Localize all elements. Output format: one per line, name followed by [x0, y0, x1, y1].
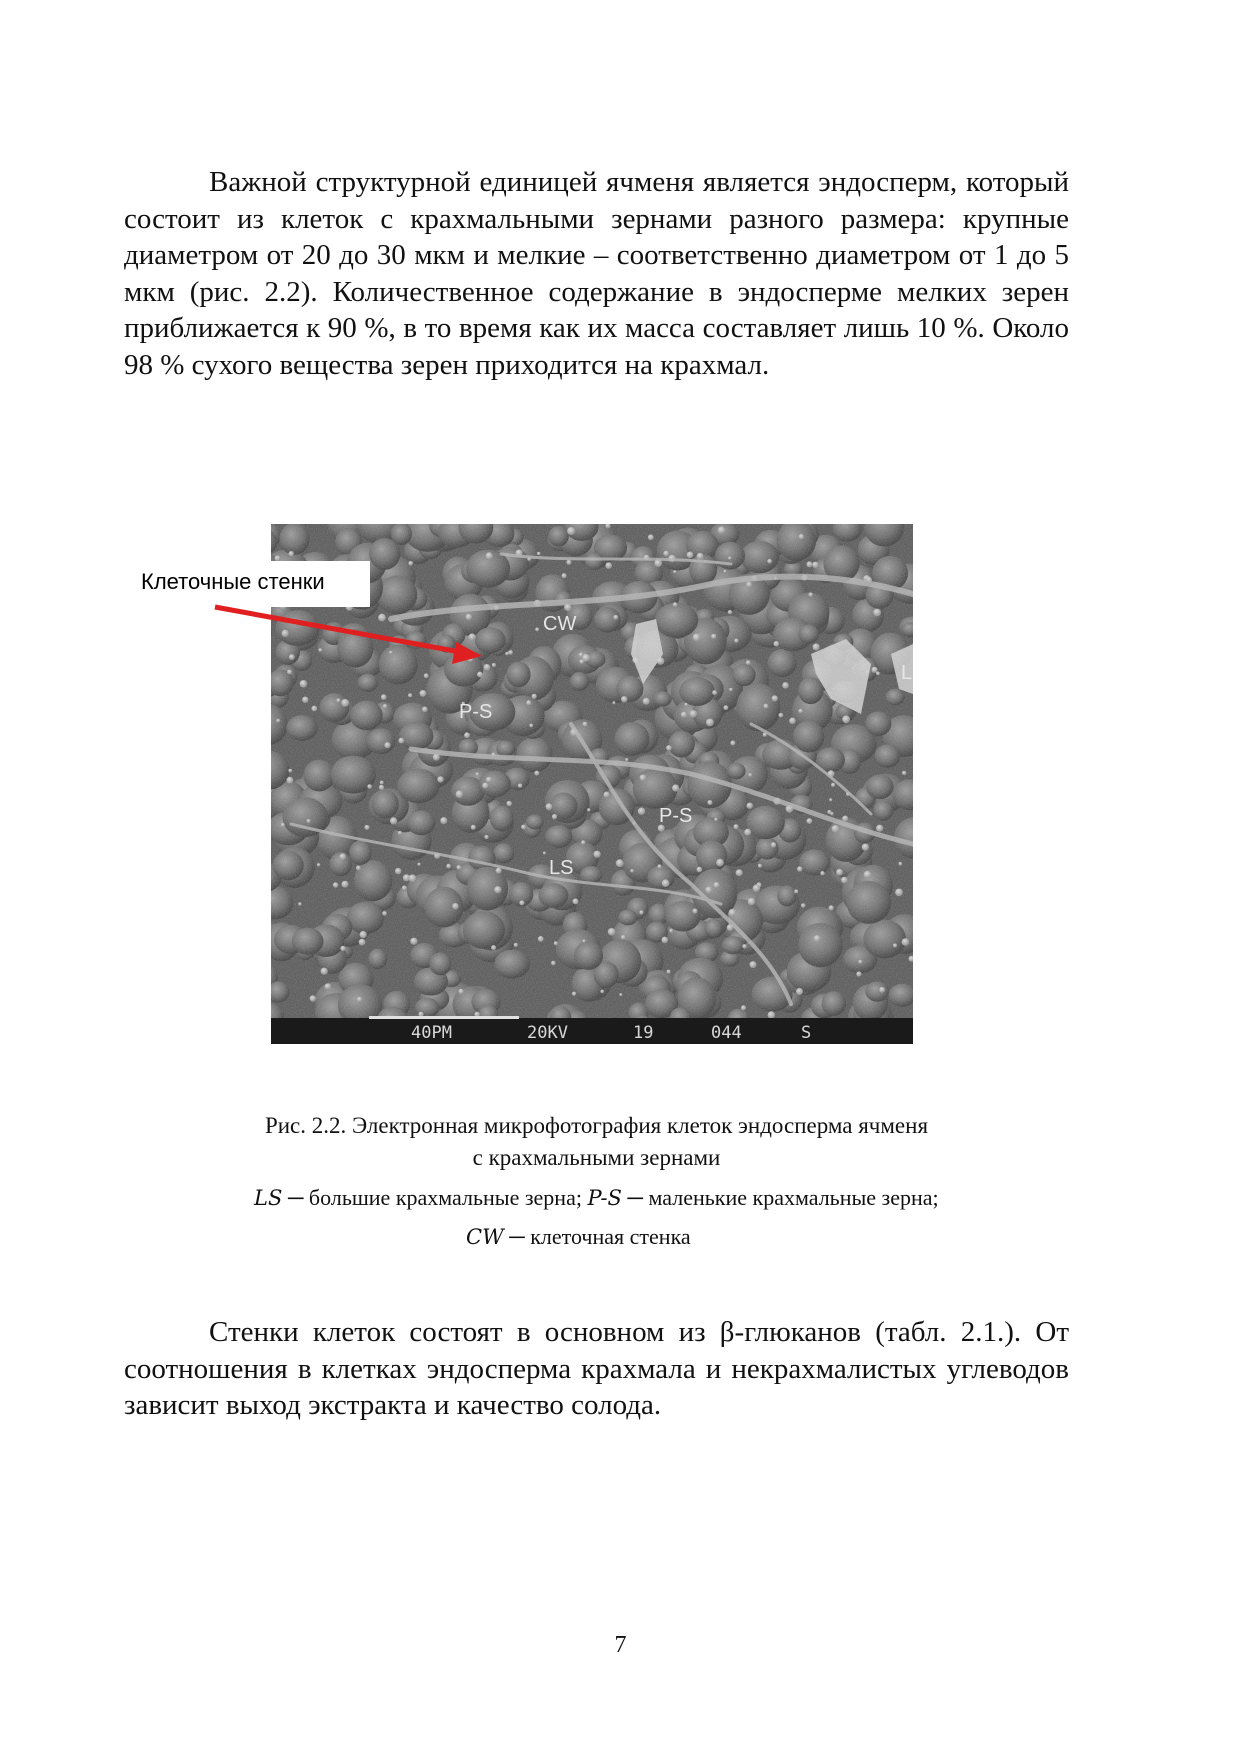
legend-ps-abbr: P-S [587, 1186, 622, 1210]
label-ls: LS [549, 857, 574, 879]
paragraph-1: Важной структурной единицей ячменя является эндосперм, который состоит из клеток с крахмальными зернами разного размера: крупные диаметром от 20 до 30 мкм и мелкие – соответственно диаметром от 1 до 5 мкм (рис. 2.2). Количественное содержание в эндосперме мелких зерен приближается к 90 %, в то время как их масса составляет лишь 10 %. Около 98 % сухого вещества зерен приходится на крахмал. [124, 166, 1069, 381]
page-number: 7 [614, 1632, 627, 1658]
figure-legend-line1 [254, 1182, 939, 1214]
legend-ls-abbr: LS [254, 1186, 283, 1210]
label-cw: CW [543, 613, 577, 635]
legend-ls-text: ─ большие крахмальные зерна; [282, 1185, 588, 1210]
mode-text: S [801, 1023, 812, 1043]
label-ps-top: P-S [459, 701, 493, 723]
legend-ps-text: ─ маленькие крахмальные зерна; [621, 1185, 939, 1210]
num1-text: 19 [633, 1023, 654, 1043]
label-ps-mid: P-S [659, 805, 693, 827]
figure-legend-line2 [466, 1221, 691, 1253]
legend-cw-abbr: CW [466, 1225, 504, 1249]
legend-cw-text: ─ клеточная стенка [503, 1224, 691, 1249]
paragraph-2: Стенки клеток состоят в основном из β-глюканов (табл. 2.1.). От соотношения в клетках эндосперма крахмала и некрахмалистых углеводов зависит выход экстракта и качество солода. [124, 1316, 1069, 1421]
num2-text: 044 [711, 1023, 742, 1043]
figure-caption-line1: Рис. 2.2. Электронная микрофотография клеток эндосперма ячменя [264, 1113, 929, 1138]
voltage-text: 20KV [527, 1023, 568, 1043]
scale-text: 40ΡΜ [411, 1023, 452, 1043]
callout-label: Клеточные стенки [141, 569, 325, 594]
label-edge: L [901, 662, 913, 684]
figure-caption-line2: с крахмальными зернами [472, 1145, 721, 1170]
